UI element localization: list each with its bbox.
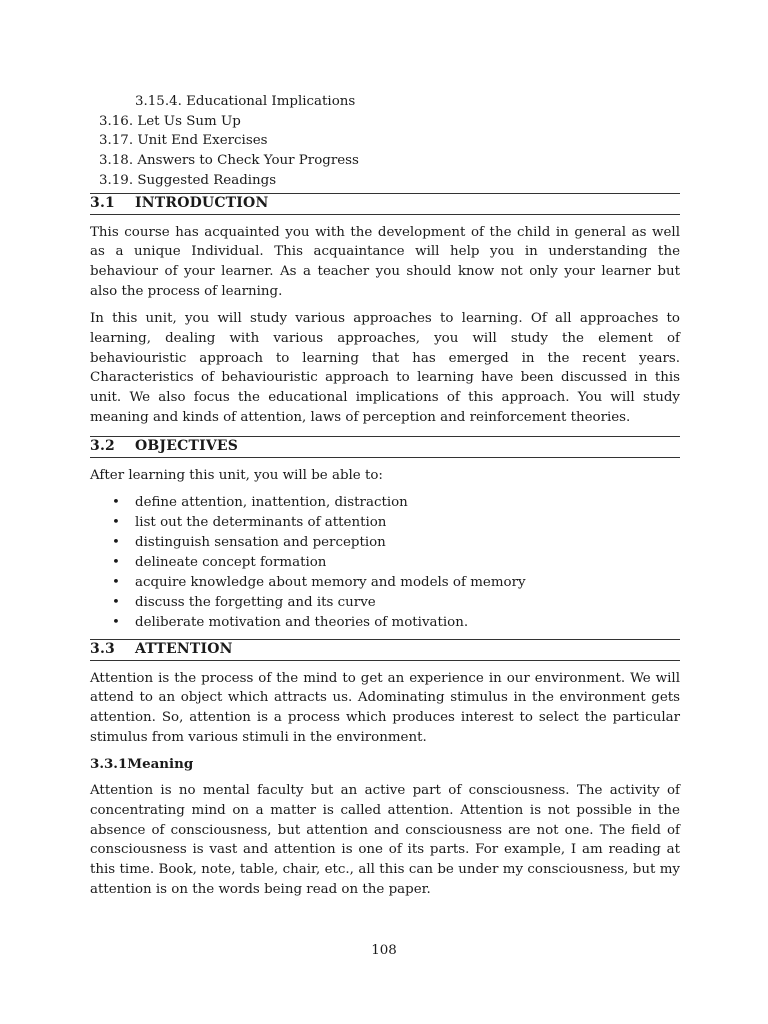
page-number: 108 — [371, 943, 397, 958]
table-of-contents — [90, 92, 680, 191]
list-item: • list out the determinants of attention — [135, 513, 680, 533]
paragraph: In this unit, you will study various approaches to learning. Of all approaches to learning, dealing with various approaches, you will study the element of behaviouristic approach to learning that has emerged in the recent years. Characteristics of behaviouristic approach to learning have been discussed in this unit. We also focus the educational implications of this approach. You will study meaning and kinds of attention, laws of perception and reinforcement theories. — [90, 311, 680, 425]
section-title: INTRODUCTION — [135, 194, 269, 211]
section-number: 3.2 — [90, 437, 115, 454]
section-title: OBJECTIVES — [135, 437, 239, 454]
toc-subitem: 3.15.4. Educational Implications — [135, 94, 356, 109]
document-page — [90, 92, 680, 907]
section-number: 3.3 — [90, 640, 115, 657]
section-heading-attention — [90, 639, 680, 661]
toc-item: 3.17. Unit End Exercises — [99, 133, 268, 149]
section-heading-objectives — [90, 436, 680, 458]
list-item: • discuss the forgetting and its curve — [135, 593, 680, 613]
paragraph: After learning this unit, you will be able to: — [90, 467, 383, 483]
paragraph: Attention is the process of the mind to get an experience in our environment. We will attend to an object which attracts us. Adominating stimulus in the environment gets attention. So, attention is a process which produces interest to select the particular stimulus from various stimuli in the environment. — [90, 670, 680, 745]
section-title: ATTENTION — [135, 640, 233, 657]
section-heading-introduction — [90, 193, 680, 215]
toc-item: 3.19. Suggested Readings — [99, 172, 277, 188]
list-item: • define attention, inattention, distraction — [135, 493, 680, 513]
list-item: • acquire knowledge about memory and models of memory — [135, 573, 680, 593]
objectives-list — [90, 493, 680, 632]
list-item: • deliberate motivation and theories of motivation. — [135, 613, 680, 633]
subsection-heading: 3.3.1Meaning — [90, 756, 194, 773]
list-item: • distinguish sensation and perception — [135, 533, 680, 553]
toc-item: 3.18. Answers to Check Your Progress — [99, 153, 359, 169]
toc-item: 3.16. Let Us Sum Up — [99, 113, 241, 129]
paragraph: Attention is no mental faculty but an active part of consciousness. The activity of concentrating mind on a matter is called attention. Attention is not possible in the absence of consciousness, but attention and consciousness are not one. The field of consciousness is vast and attention is one of its parts. For example, I am reading at this time. Book, note, table, chair, etc., all this can be under my consciousness, but my attention is on the words being read on the paper. — [90, 783, 680, 897]
paragraph: This course has acquainted you with the development of the child in general as well as a unique Individual. This acquaintance will help you in understanding the behaviour of your learner. As a teacher you should know not only your learner but also the process of learning. — [90, 224, 680, 299]
list-item: • delineate concept formation — [135, 553, 680, 573]
section-number: 3.1 — [90, 194, 115, 211]
